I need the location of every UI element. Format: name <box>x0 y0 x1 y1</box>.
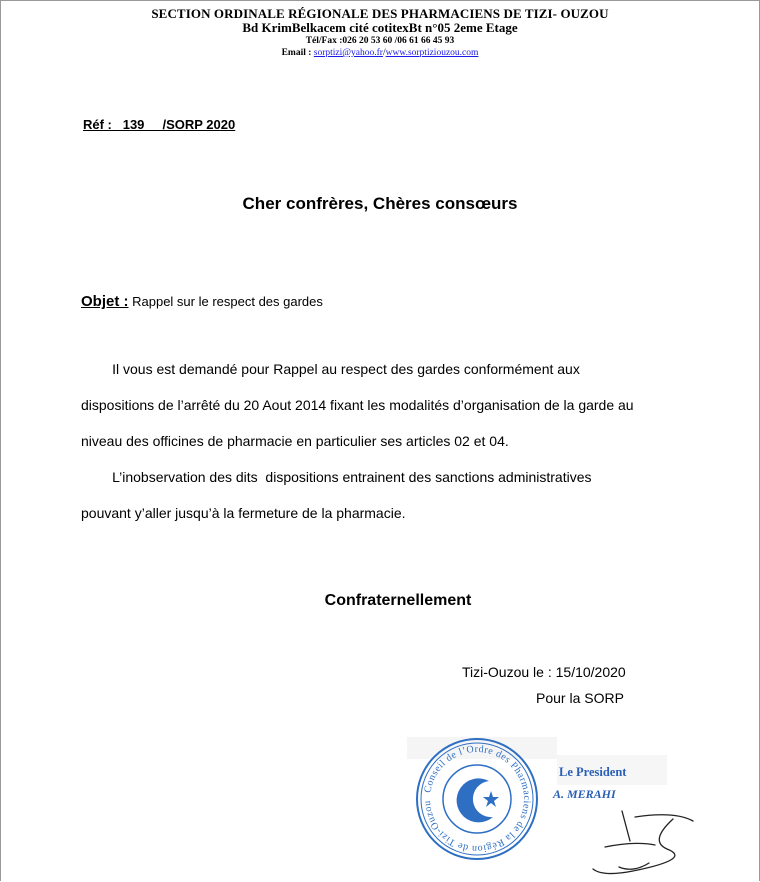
signatory-name: A. MERAHI <box>553 787 616 801</box>
organization-contact <box>1 47 759 59</box>
reference-number: Réf : 139 /SORP 2020 <box>83 117 236 132</box>
subject-line <box>81 293 323 310</box>
signatory-title: Le President <box>559 765 627 779</box>
body-line: dispositions de l’arrêté du 20 Aout 2014 fixant les modalités d’organisation de la garde au <box>81 397 634 413</box>
website-link[interactable]: www.sorptiziouzou.com <box>385 48 479 58</box>
stamp-text: Conseil de l’Ordre des Pharmaciens de la Région de Tizi-Ouzou <box>421 743 533 855</box>
signatory-organization: Pour la SORP <box>536 690 624 706</box>
salutation: Cher confrères, Chères consœurs <box>242 194 518 213</box>
body-line: L’inobservation des dits dispositions entrainent des sanctions administratives <box>81 469 592 485</box>
svg-text:Conseil de l’Ordre des Pharmac <box>422 744 532 854</box>
place-and-date: Tizi-Ouzou le : 15/10/2020 <box>462 664 626 680</box>
closing-formula: Confraternellement <box>324 592 472 609</box>
email-link[interactable]: sorptizi@yahoo.fr <box>313 48 383 58</box>
contact-separator: / <box>382 48 386 58</box>
subject-text: Rappel sur le respect des gardes <box>128 294 323 309</box>
organization-address: Bd KrimBelkacem cité cotitexBt n°05 2eme Etage <box>242 20 518 35</box>
organization-name: SECTION ORDINALE RÉGIONALE DES PHARMACIENS DE TIZI- OUZOU <box>151 6 609 21</box>
body-line: Il vous est demandé pour Rappel au respect des gardes conformément aux <box>81 361 580 377</box>
body-line: niveau des officines de pharmacie en particulier ses articles 02 et 04. <box>81 433 509 449</box>
email-label: Email : <box>281 48 314 58</box>
organization-phone: Tél/Fax :026 20 53 60 /06 61 66 45 93 <box>305 36 455 46</box>
letterhead <box>1 7 759 59</box>
subject-label: Objet : <box>81 293 129 310</box>
body-line: pouvant y’aller jusqu’à la fermeture de la pharmacie. <box>81 505 406 521</box>
